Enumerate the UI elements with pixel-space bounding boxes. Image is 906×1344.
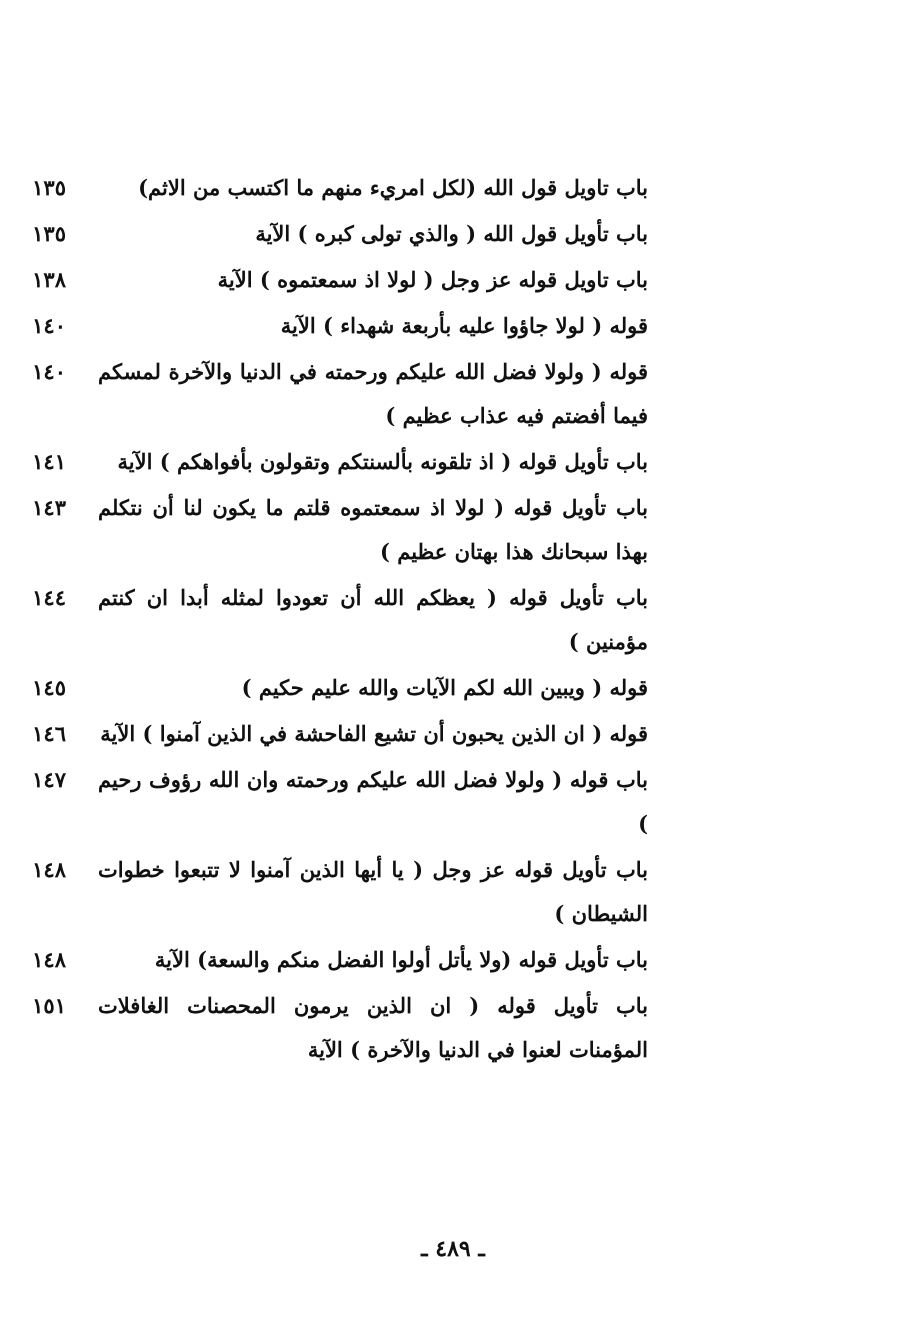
table-of-contents (0, 166, 906, 1072)
page-number: ١٤٥ (32, 675, 66, 700)
entry-title: قوله ( ولولا فضل الله عليكم ورحمته في الدنيا والآخرة لمسكم فيما أفضتم فيه عذاب عظيم ) (98, 359, 648, 428)
entry-title: باب تاويل قوله عز وجل ( لولا اذ سمعتموه ) الآية (217, 267, 648, 292)
toc-entry (0, 166, 906, 210)
toc-entry (0, 758, 906, 846)
toc-entry (0, 938, 906, 982)
page-number: ١٥١ (32, 993, 66, 1018)
page-folio: ـ ٤٨٩ ـ (421, 1236, 485, 1262)
entry-title: قوله ( ان الذين يحبون أن تشيع الفاحشة في الذين آمنوا ) الآية (100, 721, 648, 746)
page-number: ١٤٧ (32, 767, 66, 792)
entry-title: باب تاويل قول الله (لكل امريء منهم ما اكتسب من الاثم) (138, 175, 648, 200)
entry-title: باب تأويل قول الله ( والذي تولى كبره ) الآية (255, 221, 648, 246)
entry-title: باب تأويل قوله ( لولا اذ سمعتموه قلتم ما يكون لنا أن نتكلم بهذا سبحانك هذا بهتان عظيم ) (98, 495, 648, 564)
toc-entry (0, 486, 906, 574)
entry-title: باب تأويل قوله ( يعظكم الله أن تعودوا لمثله أبدا ان كنتم مؤمنين ) (98, 585, 648, 654)
page-number: ١٤٤ (32, 585, 66, 610)
page-number: ١٤٠ (32, 359, 66, 384)
toc-entry (0, 258, 906, 302)
toc-entry (0, 212, 906, 256)
entry-title: باب قوله ( ولولا فضل الله عليكم ورحمته وان الله رؤوف رحيم ) (98, 767, 648, 836)
page-number: ١٤٠ (32, 313, 66, 338)
toc-entry (0, 984, 906, 1072)
page-number: ١٣٥ (32, 175, 66, 200)
entry-title: باب تأويل قوله (ولا يأتل أولوا الفضل منكم والسعة) الآية (154, 947, 648, 972)
entry-title: قوله ( ويبين الله لكم الآيات والله عليم حكيم ) (241, 675, 648, 700)
entry-title: باب تأويل قوله عز وجل ( يا أيها الذين آمنوا لا تتبعوا خطوات الشيطان ) (98, 857, 648, 926)
page-number: ١٤٨ (32, 947, 66, 972)
toc-entry (0, 440, 906, 484)
toc-entry (0, 848, 906, 936)
toc-entry (0, 304, 906, 348)
entry-title: قوله ( لولا جاؤوا عليه بأربعة شهداء ) الآية (280, 313, 648, 338)
page-number: ١٤١ (32, 449, 66, 474)
toc-entry (0, 576, 906, 664)
toc-entry (0, 666, 906, 710)
page-number: ١٤٦ (32, 721, 66, 746)
toc-entry (0, 350, 906, 438)
entry-title: باب تأويل قوله ( اذ تلقونه بألسنتكم وتقولون بأفواهكم ) الآية (117, 449, 648, 474)
page-number: ١٤٣ (32, 495, 66, 520)
page-number: ١٣٨ (32, 267, 66, 292)
entry-title: باب تأويل قوله ( ان الذين يرمون المحصنات الغافلات المؤمنات لعنوا في الدنيا والآخرة ) الآية (98, 993, 648, 1062)
page-number: ١٣٥ (32, 221, 66, 246)
page-number: ١٤٨ (32, 857, 66, 882)
toc-entry (0, 712, 906, 756)
